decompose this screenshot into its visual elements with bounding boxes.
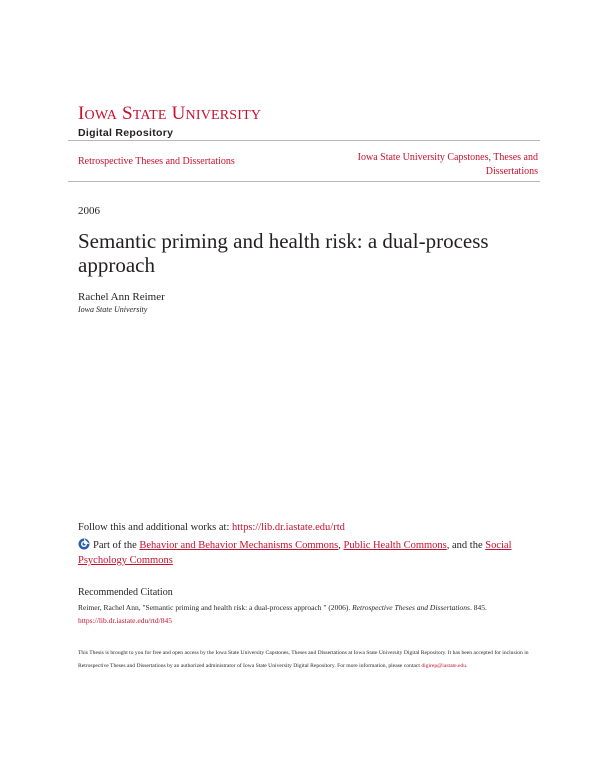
citation-series: Retrospective Theses and Dissertations: [352, 603, 470, 612]
contact-email-link[interactable]: digirep@iastate.edu: [421, 662, 467, 669]
recommended-citation-heading: Recommended Citation: [78, 587, 173, 598]
author-affiliation: Iowa State University: [78, 305, 148, 314]
behavior-commons-link[interactable]: Behavior and Behavior Mechanisms Commons: [139, 540, 339, 551]
document-title: Semantic priming and health risk: a dual-process approach: [78, 229, 489, 277]
notice-end: .: [466, 662, 468, 669]
open-access-icon: [78, 538, 90, 550]
follow-prefix: Follow this and additional works at:: [78, 522, 232, 533]
citation-url-link[interactable]: https://lib.dr.iastate.edu/rtd/845: [78, 616, 172, 625]
citation-number: . 845.: [469, 603, 487, 612]
public-health-commons-link[interactable]: Public Health Commons: [343, 540, 447, 551]
university-logo: [78, 104, 261, 139]
part-of-sep1: ,: [338, 540, 344, 551]
citation-text: [78, 601, 538, 627]
part-of-prefix: Part of the: [93, 540, 140, 551]
citation-main: Reimer, Rachel Ann, "Semantic priming and health risk: a dual-process approach " (2006).: [78, 603, 353, 612]
part-of-commons: [78, 538, 518, 568]
wordmark-text: IOWA STATE UNIVERSITY: [78, 103, 262, 124]
capstones-theses-link[interactable]: Iowa State University Capstones, Theses and Dissertations: [357, 152, 538, 177]
notice-text: This Thesis is brought to you for free and open access by the Iowa State University Capstones, Theses and Dissertations at Iowa State University Digital Repository. It has been accepted for inclusion in Retrospective Theses and Dissertations by an authorized administrator of Iowa State University Digital Repository. For more information, please contact: [78, 650, 529, 669]
university-wordmark: [78, 104, 261, 126]
follow-url-link[interactable]: https://lib.dr.iastate.edu/rtd: [232, 522, 345, 533]
author-name: Rachel Ann Reimer: [78, 291, 165, 303]
part-of-sep2: , and the: [446, 540, 486, 551]
collection-header: [68, 140, 540, 182]
repository-notice: [78, 647, 538, 672]
repository-name: Digital Repository: [78, 127, 174, 139]
publication-year: 2006: [78, 205, 100, 217]
follow-line: [78, 522, 345, 533]
social-psychology-commons-link[interactable]: Social Psychology Commons: [78, 540, 512, 566]
retrospective-theses-link[interactable]: Retrospective Theses and Dissertations: [78, 156, 235, 167]
